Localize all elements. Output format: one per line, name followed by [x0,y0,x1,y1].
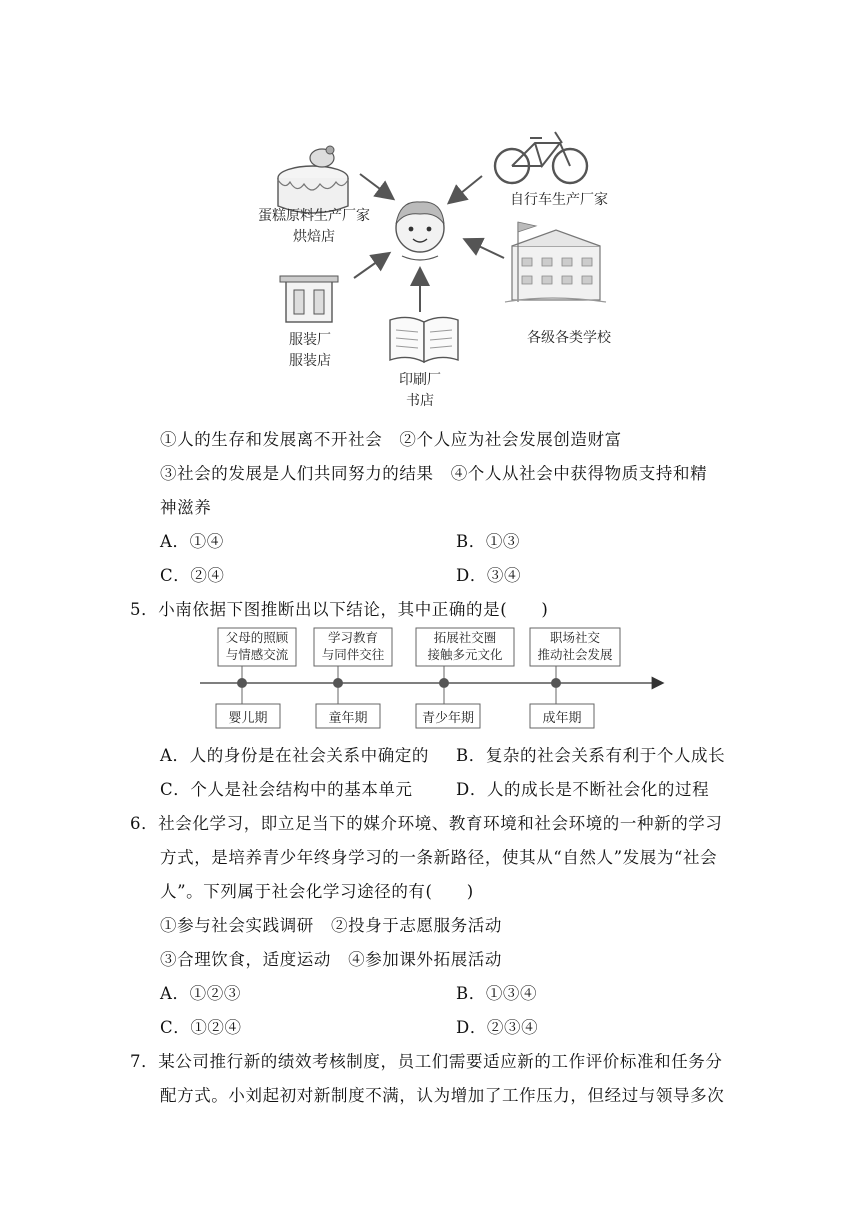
timeline-box-text: 拓展社交圈 接触多元文化 [427,630,503,662]
q6-option-a[interactable]: A．①②③ [160,984,241,1003]
bicycle-label: 自行车生产厂家 [510,192,608,208]
q7-stem-line: 7．某公司推行新的绩效考核制度，员工们需要适应新的工作评价标准和任务分 [130,1052,723,1071]
school-label: 各级各类学校 [527,330,611,346]
q6-stem-line: 6．社会化学习，即立足当下的媒介环境、教育环境和社会环境的一种新的学习 [130,814,723,833]
cake-label: 蛋糕原料生产厂家 烘焙店 [258,208,370,245]
timeline-dot [237,678,247,688]
bicycle-icon [495,132,587,183]
q4-option-a[interactable]: A．①④ [160,532,224,551]
q5-option-c[interactable]: C．个人是社会结构中的基本单元 [160,780,413,799]
child-icon [396,202,444,260]
q6-statement-line: ①参与社会实践调研 ②投身于志愿服务活动 [160,916,502,935]
timeline-dot [333,678,343,688]
timeline-box-text: 职场社交 推动社会发展 [537,630,613,662]
q7-stem-line: 配方式。小刘起初对新制度不满，认为增加了工作压力，但经过与领导多次 [160,1086,725,1105]
book-label: 印刷厂 书店 [399,372,441,409]
q5-stem: 5．小南依据下图推断出以下结论，其中正确的是( ) [130,600,549,619]
stage-label-infant: 婴儿期 [228,711,268,726]
clothing-factory-icon [280,276,338,322]
q5-option-d[interactable]: D．人的成长是不断社会化的过程 [456,780,710,799]
timeline-dot [439,678,449,688]
q6-option-b[interactable]: B．①③④ [456,984,538,1003]
q6-stem-line: 人”。下列属于社会化学习途径的有( ) [160,882,474,901]
book-icon [390,317,458,362]
q4-option-d[interactable]: D．③④ [456,566,522,585]
q4-statement-line: ③社会的发展是人们共同努力的结果 ④个人从社会中获得物质支持和精 [160,464,708,483]
q5-option-b[interactable]: B．复杂的社会关系有利于个人成长 [456,746,726,765]
q6-option-c[interactable]: C．①②④ [160,1018,242,1037]
q5-option-a[interactable]: A．人的身份是在社会关系中确定的 [160,746,430,765]
q4-option-c[interactable]: C．②④ [160,566,225,585]
timeline-box-text: 父母的照顾 与情感交流 [225,630,289,662]
q4-statement-line: 神滋养 [160,498,212,517]
q6-option-d[interactable]: D．②③④ [456,1018,539,1037]
stage-label-teen: 青少年期 [421,711,474,726]
clothing-label: 服装厂 服装店 [289,332,331,369]
q6-statement-line: ③合理饮食，适度运动 ④参加课外拓展活动 [160,950,502,969]
stage-label-child: 童年期 [328,711,368,726]
timeline-box-text: 学习教育 与同伴交往 [321,630,385,662]
stage-label-adult: 成年期 [542,711,582,726]
timeline-dot [551,678,561,688]
q6-stem-line: 方式，是培养青少年终身学习的一条新路径，使其从“自然人”发展为“社会 [160,848,718,867]
q4-option-b[interactable]: B．①③ [456,532,521,551]
school-icon [505,222,606,302]
q4-statement-line: ①人的生存和发展离不开社会 ②个人应为社会发展创造财富 [160,430,622,449]
cake-icon [278,146,348,213]
